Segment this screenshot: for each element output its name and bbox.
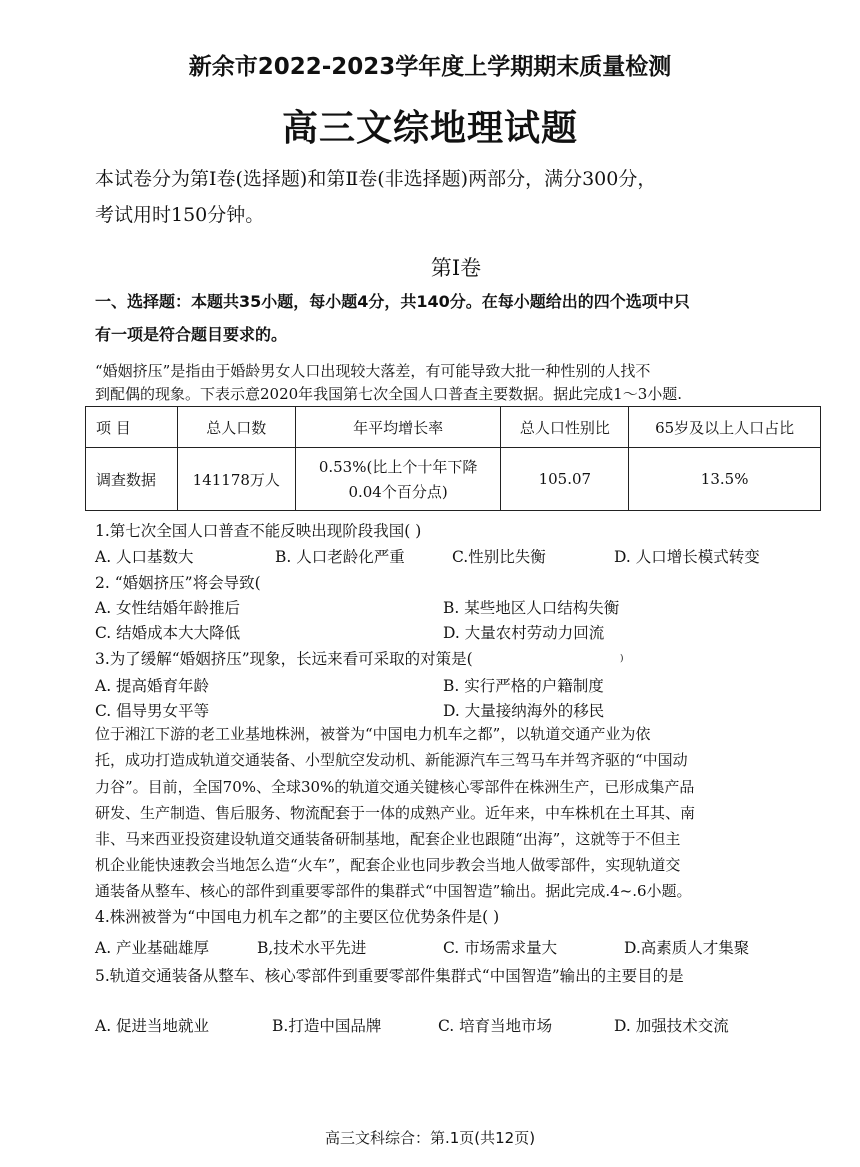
table-cell-label: 调查数据 <box>86 448 178 511</box>
passage2-line-5: 非、马来西亚投资建设轨道交通装备研制基地，配套企业也跟随“出海”，这就等于不但主 <box>95 830 681 848</box>
q3-stem: 3.为了缓解“婚姻挤压”现象，长远来看可采取的对策是( <box>95 650 473 668</box>
q2-option-c: C. 结婚成本大大降低 <box>95 624 241 642</box>
q3-stem-tail: ) <box>620 654 624 664</box>
q5-option-b: B.打造中国品牌 <box>272 1017 382 1035</box>
passage1-line-1: “婚姻挤压”是指由于婚龄男女人口出现较大落差，有可能导致大批一种性别的人找不 <box>95 362 651 380</box>
table-cell-elderly: 13.5% <box>629 448 821 511</box>
q5-stem: 5.轨道交通装备从整车、核心零部件到重要零部件集群式“中国智造”输出的主要目的是 <box>95 967 684 985</box>
table-header-cell: 总人口性别比 <box>501 407 629 448</box>
instruction-line-1: 一、选择题：本题共35小题，每小题4分，共140分。在每小题给出的四个选项中只 <box>95 292 690 311</box>
q1-option-d: D. 人口增长模式转变 <box>614 548 760 566</box>
passage2-line-1: 位于湘江下游的老工业基地株洲，被誉为“中国电力机车之都”，以轨道交通产业为依 <box>95 725 651 743</box>
q1-option-b: B. 人口老龄化严重 <box>275 548 405 566</box>
q2-option-b: B. 某些地区人口结构失衡 <box>443 599 620 617</box>
q5-option-c: C. 培育当地市场 <box>438 1017 553 1035</box>
table-header-row <box>86 407 821 448</box>
q1-option-a: A. 人口基数大 <box>95 548 194 566</box>
passage2-line-7: 通装备从整车、核心的部件到重要零部件的集群式“中国智造”输出。据此完成.4~.6小题。 <box>95 882 692 900</box>
intro-line-1: 本试卷分为第Ⅰ卷(选择题)和第Ⅱ卷(非选择题)两部分，满分300分， <box>95 168 657 190</box>
passage2-line-3: 力谷”。目前，全国70%、全球30%的轨道交通关键核心零部件在株洲生产，已形成集产品 <box>95 778 695 796</box>
section-heading: 第Ⅰ卷 <box>430 256 482 280</box>
growth-line-1: 0.53%(比上个十年下降 <box>318 458 478 476</box>
q3-option-c: C. 倡导男女平等 <box>95 702 210 720</box>
instruction-line-2: 有一项是符合题目要求的。 <box>95 325 288 344</box>
table-cell-total: 141178万人 <box>177 448 295 511</box>
q3-option-d: D. 大量接纳海外的移民 <box>443 702 605 720</box>
census-table <box>85 406 821 511</box>
passage1-line-2: 到配偶的现象。下表示意2020年我国第七次全国人口普查主要数据。据此完成1～3小题. <box>95 385 683 403</box>
passage2-line-4: 研发、生产制造、售后服务、物流配套于一体的成熟产业。近年来，中车株机在土耳其、南 <box>95 804 696 822</box>
passage2-line-6: 机企业能快速教会当地怎么造“火车”，配套企业也同步教会当地人做零部件，实现轨道交 <box>95 856 681 874</box>
q2-stem: 2. “婚姻挤压”将会导致( <box>95 574 261 592</box>
q5-option-a: A. 促进当地就业 <box>95 1017 210 1035</box>
growth-line-2: 0.04个百分点) <box>348 483 448 501</box>
q4-option-b: B,技术水平先进 <box>257 939 367 957</box>
q4-stem: 4.株洲被誉为“中国电力机车之都”的主要区位优势条件是( ) <box>95 908 500 926</box>
q4-option-d: D.高素质人才集聚 <box>624 939 750 957</box>
page-footer: 高三文科综合：第.1页(共12页) <box>324 1129 536 1147</box>
table-cell-growth <box>295 448 501 511</box>
table-cell-sex-ratio: 105.07 <box>501 448 629 511</box>
exam-title: 新余市2022-2023学年度上学期期末质量检测 <box>188 54 672 80</box>
q4-option-c: C. 市场需求量大 <box>443 939 558 957</box>
intro-line-2: 考试用时150分钟。 <box>95 204 265 226</box>
q1-option-c: C.性别比失衡 <box>452 548 546 566</box>
q5-option-d: D. 加强技术交流 <box>614 1017 729 1035</box>
passage2-line-2: 托，成功打造成轨道交通装备、小型航空发动机、新能源汽车三驾马车并驾齐驱的“中国动 <box>95 751 688 769</box>
table-header-cell: 年平均增长率 <box>295 407 501 448</box>
table-row <box>86 448 821 511</box>
q3-option-b: B. 实行严格的户籍制度 <box>443 677 604 695</box>
q1-stem: 1.第七次全国人口普查不能反映出现阶段我国( ) <box>95 522 422 540</box>
q4-option-a: A. 产业基础雄厚 <box>95 939 210 957</box>
table-header-cell: 65岁及以上人口占比 <box>629 407 821 448</box>
table-header-cell: 项 目 <box>86 407 178 448</box>
q2-option-d: D. 大量农村劳动力回流 <box>443 624 605 642</box>
q3-option-a: A. 提高婚育年龄 <box>95 677 210 695</box>
subject-title: 高三文综地理试题 <box>281 108 578 149</box>
table-header-cell: 总人口数 <box>177 407 295 448</box>
q2-option-a: A. 女性结婚年龄推后 <box>95 599 241 617</box>
